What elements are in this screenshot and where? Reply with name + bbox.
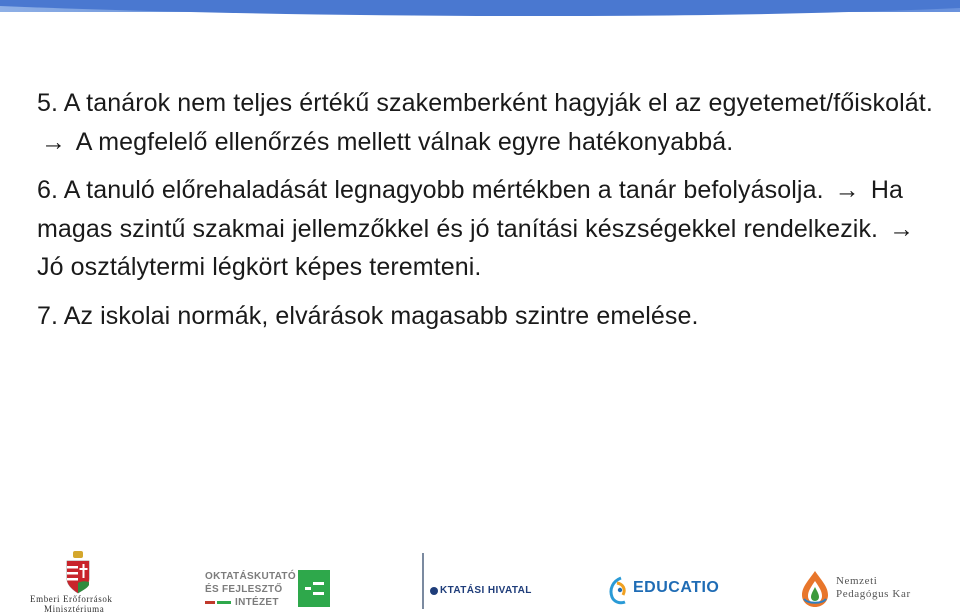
arrow-icon: → xyxy=(41,127,67,156)
oktatasi-hivatal-logo xyxy=(418,545,532,615)
paragraph-7 xyxy=(37,297,937,336)
paragraph-5-text: 5. A tanárok nem teljes értékű szakemberként hagyják el az egyetemet/főiskolát. xyxy=(37,89,933,117)
arrow-icon: → xyxy=(834,176,860,204)
slide-body xyxy=(37,84,937,335)
hungarian-crest-icon xyxy=(64,549,92,595)
ofi-green-dash xyxy=(217,601,231,604)
paragraph-6-condition: Ha magas szintű szakmai jellemzőkkel és jó tanítási készségekkel rendelkezik. xyxy=(37,176,903,243)
emmi-line-1: Emberi Erőforrások xyxy=(30,594,113,604)
educatio-text: EDUCATIO xyxy=(633,579,720,596)
header-curve xyxy=(0,0,960,30)
paragraph-5-result: A megfelelő ellenőrzés mellett válnak egyre hatékonyabbá. xyxy=(75,127,734,156)
ofi-logo xyxy=(205,545,330,615)
ofi-line-2: ÉS FEJLESZTŐ xyxy=(205,584,283,595)
ofi-mark-icon xyxy=(298,570,330,607)
npk-line-1: Nemzeti xyxy=(836,575,878,587)
ofi-red-dash xyxy=(205,601,215,604)
ofi-line-3: INTÉZET xyxy=(235,597,279,608)
educatio-logo xyxy=(605,545,725,615)
emmi-line-2: Minisztériuma xyxy=(44,604,105,614)
paragraph-6 xyxy=(37,171,937,287)
footer-logos xyxy=(0,545,960,615)
paragraph-6-result: Jó osztálytermi légkört képes teremteni. xyxy=(37,253,482,281)
nemzeti-pedagogus-kar-logo xyxy=(798,545,928,615)
paragraph-5 xyxy=(37,84,937,161)
oh-divider xyxy=(422,553,424,609)
oh-dot-icon xyxy=(430,587,438,595)
flame-drop-icon xyxy=(798,569,832,609)
emmi-logo xyxy=(30,545,130,615)
oh-line-1: KTATÁSI HIVATAL xyxy=(440,585,532,596)
ofi-line-1: OKTATÁSKUTATÓ xyxy=(205,571,296,582)
arrow-icon: → xyxy=(889,214,915,243)
paragraph-7-text: 7. Az iskolai normák, elvárások magasabb szintre emelése. xyxy=(37,301,699,330)
npk-line-2: Pedagógus Kar xyxy=(836,588,911,600)
educatio-mark-icon xyxy=(607,575,631,605)
paragraph-6-text: 6. A tanuló előrehaladását legnagyobb mértékben a tanár befolyásolja. xyxy=(37,176,824,204)
